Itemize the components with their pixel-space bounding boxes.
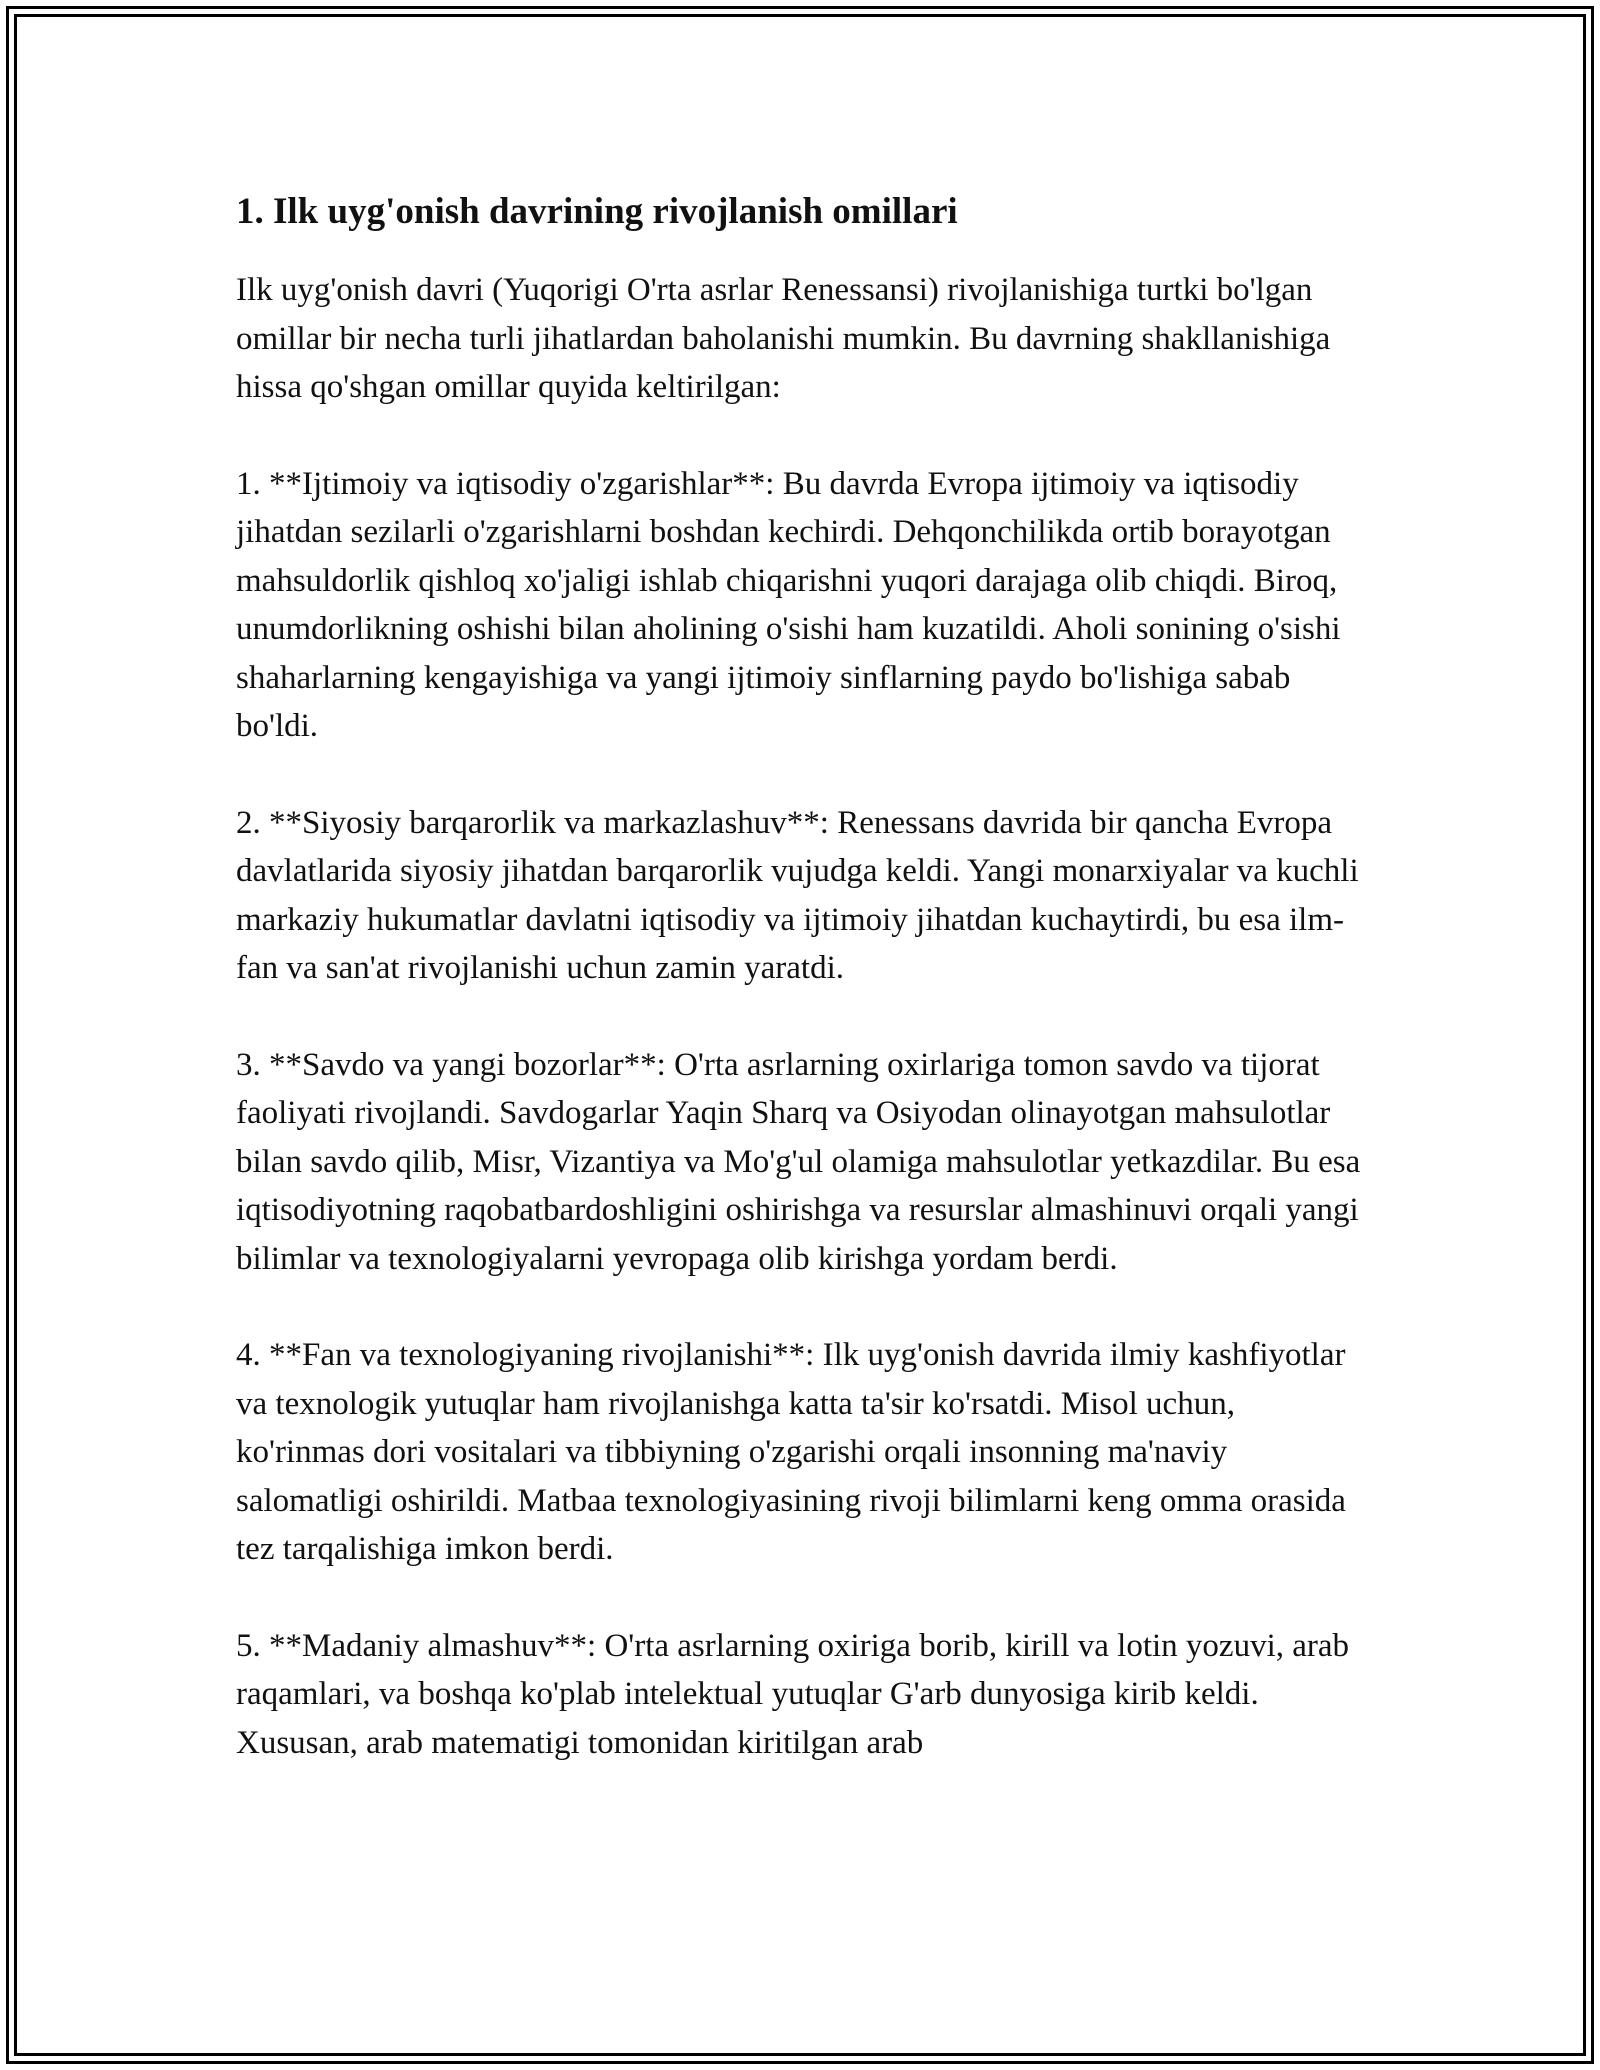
intro-paragraph: Ilk uyg'onish davri (Yuqorigi O'rta asrlar Renessansi) rivojlanishiga turtki bo'lgan omillar bir necha turli jihatlardan baholanishi mumkin. Bu davrning shakllanishiga hissa qo'shgan omillar quyida keltirilgan: [236,272,1331,405]
paragraph-political-stability: 2. **Siyosiy barqarorlik va markazlashuv**: Renessans davrida bir qancha Evropa davlatlarida siyosiy jihatdan barqarorlik vujudga keldi. Yangi monarxiyalar va kuchli markaziy hukumatlar davlatni iqtisodiy va ijtimoiy jihatdan kuchaytirdi, bu esa ilm-fan va san'at rivojlanishi uchun zamin yaratdi. [236,804,1359,986]
paragraph-social-economic-changes: 1. **Ijtimoiy va iqtisodiy o'zgarishlar**: Bu davrda Evropa ijtimoiy va iqtisodiy jihatdan sezilarli o'zgarishlarni boshdan kechirdi. Dehqonchilikda ortib borayotgan mahsuldorlik qishloq xo'jaligi ishlab chiqarishni yuqori darajaga olib chiqdi. Biroq, unumdorlikning oshishi bilan aholining o'sishi ham kuzatildi. Aholi sonining o'sishi shaharlarning kengayishiga va yangi ijtimoiy sinflarning paydo bo'lishiga sabab bo'ldi. [236,465,1341,744]
document-body [236,188,1366,1815]
paragraph-science-technology: 4. **Fan va texnologiyaning rivojlanishi**: Ilk uyg'onish davrida ilmiy kashfiyotlar va texnologik yutuqlar ham rivojlanishga katta ta'sir ko'rsatdi. Misol uchun, ko'rinmas dori vositalari va tibbiyning o'zgarishi orqali insonning ma'naviy salomatligi oshirildi. Matbaa texnologiyasining rivoji bilimlarni keng omma orasida tez tarqalishiga imkon berdi. [236,1337,1346,1567]
paragraph-cultural-exchange: 5. **Madaniy almashuv**: O'rta asrlarning oxiriga borib, kirill va lotin yozuvi, arab raqamlari, va boshqa ko'plab intelektual yutuqlar G'arb dunyosiga kirib keldi. Xususan, arab matematigi tomonidan kiritilgan arab [236,1627,1350,1761]
paragraph-trade-new-markets: 3. **Savdo va yangi bozorlar**: O'rta asrlarning oxirlariga tomon savdo va tijorat faoliyati rivojlandi. Savdogarlar Yaqin Sharq va Osiyodan olinayotgan mahsulotlar bilan savdo qilib, Misr, Vizantiya va Mo'g'ul olamiga mahsulotlar yetkazdilar. Bu esa iqtisodiyotning raqobatbardoshligini oshirishga va resurslar almashinuvi orqali yangi bilimlar va texnologiyalarni yevropaga olib kirishga yordam berdi. [236,1046,1361,1277]
document-title: 1. Ilk uyg'onish davrining rivojlanish omillari [236,191,958,232]
